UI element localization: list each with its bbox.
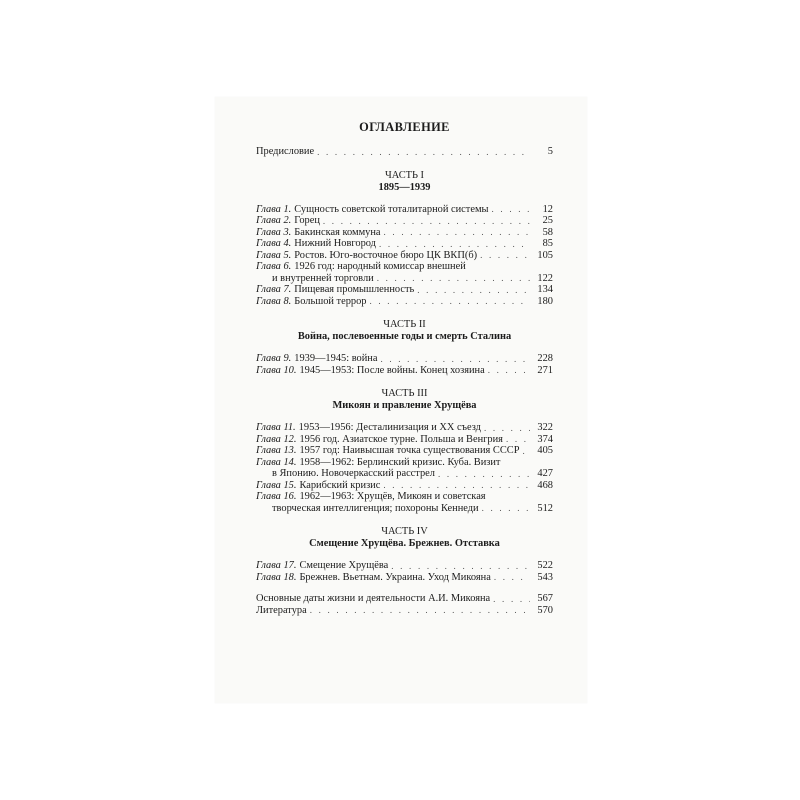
- part-name: Война, послевоенные годы и смерть Сталина: [297, 331, 512, 342]
- chapter-number: Глава 6.: [256, 261, 292, 272]
- dot-leader: [379, 239, 530, 250]
- toc-entry: [256, 491, 553, 503]
- toc-entry: [256, 215, 553, 227]
- page-number: 570: [537, 604, 553, 616]
- entry-title: 1962—1963: Хрущёв, Микоян и советская: [299, 491, 486, 502]
- book-page: [215, 97, 587, 703]
- part-label: ЧАСТЬ IV: [381, 526, 428, 537]
- page-number: 374: [537, 433, 553, 445]
- entry-title: Ростов. Юго-восточное бюро ЦК ВКП(б): [294, 249, 478, 261]
- dot-leader: [377, 273, 530, 284]
- chapter-number: Глава 16.: [256, 491, 297, 502]
- toc-entry: [256, 261, 553, 273]
- table-of-contents: [256, 122, 553, 616]
- part-header: [256, 170, 553, 194]
- dot-leader: [506, 434, 530, 445]
- page-number: 58: [542, 226, 553, 238]
- part-header: [256, 526, 553, 550]
- page-number: 134: [537, 284, 553, 295]
- chapter-number: Глава 4.: [256, 238, 292, 249]
- toc-entry-appendix: [256, 605, 553, 617]
- toc-entry: [256, 273, 553, 285]
- chapter-list: [256, 204, 553, 308]
- part-name: 1895—1939: [378, 181, 431, 193]
- chapter-number: Глава 3.: [256, 226, 292, 238]
- part-header: [256, 319, 553, 343]
- entry-title: Смещение Хрущёва: [299, 560, 389, 571]
- toc-entry: [256, 468, 553, 480]
- appendix-container: [256, 593, 553, 616]
- chapter-number: Глава 5.: [256, 249, 292, 261]
- entry-title: 1945—1953: После войны. Конец хозяина: [299, 364, 485, 376]
- page-number: 25: [542, 215, 553, 226]
- entry-title: 1957 год: Наивысшая точка существования СССР: [299, 445, 520, 456]
- page-number: 85: [542, 238, 553, 249]
- page-number: 512: [537, 502, 553, 514]
- entry-title: творческая интеллигенция; похороны Кеннеди: [272, 502, 479, 514]
- chapter-number: Глава 1.: [256, 203, 292, 215]
- parts-container: [256, 170, 553, 584]
- dot-leader: [438, 469, 530, 480]
- toc-entry: [256, 457, 553, 469]
- page-number: 567: [537, 593, 553, 604]
- page-number: 468: [537, 479, 553, 491]
- page-title: ОГЛАВЛЕНИЕ: [359, 120, 450, 134]
- entry-title: 1939—1945: война: [294, 353, 378, 364]
- toc-entry: [256, 445, 553, 457]
- part-label: ЧАСТЬ II: [383, 319, 426, 330]
- toc-entry-preface: [256, 146, 553, 158]
- part-name: Смещение Хрущёва. Брежнев. Отставка: [309, 538, 500, 549]
- entry-title: Литература: [256, 604, 307, 616]
- entry-title: 1958—1962: Берлинский кризис. Куба. Визит: [299, 456, 501, 468]
- chapter-number: Глава 18.: [256, 571, 297, 583]
- entry-title: Пищевая промышленность: [294, 284, 415, 295]
- toc-entry: [256, 353, 553, 365]
- dot-leader: [480, 250, 530, 261]
- entry-title: Основные даты жизни и деятельности А.И. Микояна: [256, 593, 491, 604]
- page-number: 427: [537, 468, 553, 479]
- chapter-number: Глава 10.: [256, 364, 297, 376]
- part-name: Микоян и правление Хрущёва: [332, 400, 477, 411]
- page-number: 522: [537, 560, 553, 571]
- toc-entry: [256, 560, 553, 572]
- part-header: [256, 388, 553, 412]
- page-number: 322: [537, 422, 553, 433]
- page-number: 271: [537, 364, 553, 376]
- chapter-number: Глава 11.: [256, 422, 296, 433]
- toc-entry-appendix: [256, 593, 553, 605]
- chapter-number: Глава 9.: [256, 353, 292, 364]
- dot-leader: [417, 285, 530, 296]
- page-number: 228: [537, 353, 553, 364]
- entry-title: Карибский кризис: [299, 479, 381, 491]
- entry-title: 1956 год. Азиатское турне. Польша и Венгрия: [299, 433, 503, 445]
- page-number: 122: [537, 272, 553, 284]
- dot-leader: [391, 561, 530, 572]
- entry-title: и внутренней торговли: [272, 272, 374, 284]
- page-number: 5: [547, 146, 553, 157]
- entry-title: 1953—1956: Десталинизация и XX съезд: [298, 422, 481, 433]
- chapter-number: Глава 2.: [256, 215, 292, 226]
- entry-title: 1926 год: народный комиссар внешней: [294, 261, 466, 272]
- dot-leader: [384, 227, 530, 238]
- toc-entry: [256, 296, 553, 308]
- dot-leader: [317, 147, 530, 158]
- page-number: 12: [542, 203, 553, 215]
- chapter-list: [256, 560, 553, 583]
- part-label: ЧАСТЬ I: [384, 169, 425, 181]
- entry-title: в Японию. Новочеркасский расстрел: [272, 468, 435, 479]
- chapter-number: Глава 13.: [256, 445, 297, 456]
- chapter-number: Глава 12.: [256, 433, 297, 445]
- part-label: ЧАСТЬ III: [381, 388, 428, 399]
- entry-title: Сущность советской тоталитарной системы: [294, 203, 489, 215]
- dot-leader: [310, 605, 530, 616]
- page-number: 405: [537, 445, 553, 456]
- dot-leader: [323, 216, 530, 227]
- dot-leader: [380, 354, 530, 365]
- toc-entry: [256, 503, 553, 515]
- toc-entry: [256, 365, 553, 377]
- entry-title: Брежнев. Вьетнам. Украина. Уход Микояна: [299, 571, 491, 583]
- dot-leader: [370, 296, 531, 307]
- chapter-number: Глава 17.: [256, 560, 297, 571]
- dot-leader: [488, 365, 530, 376]
- toc-entry: [256, 250, 553, 262]
- dot-leader: [522, 446, 530, 457]
- toc-entry: [256, 480, 553, 492]
- chapter-number: Глава 7.: [256, 284, 292, 295]
- toc-entry: [256, 227, 553, 239]
- dot-leader: [482, 503, 530, 514]
- toc-entry: [256, 422, 553, 434]
- entry-title: Горец: [294, 215, 320, 226]
- toc-entry: [256, 238, 553, 250]
- entry-title: Бакинская коммуна: [294, 226, 381, 238]
- entry-title: Предисловие: [256, 146, 315, 157]
- dot-leader: [492, 204, 530, 215]
- chapter-list: [256, 353, 553, 376]
- chapter-number: Глава 8.: [256, 295, 292, 307]
- dot-leader: [484, 423, 530, 434]
- chapter-number: Глава 15.: [256, 479, 297, 491]
- page-number: 105: [537, 249, 553, 261]
- dot-leader: [494, 572, 530, 583]
- chapter-number: Глава 14.: [256, 456, 297, 468]
- dot-leader: [493, 594, 530, 605]
- entry-title: Большой террор: [294, 295, 367, 307]
- toc-entry: [256, 204, 553, 216]
- toc-entry: [256, 572, 553, 584]
- chapter-list: [256, 422, 553, 514]
- page-number: 180: [537, 295, 553, 307]
- dot-leader: [383, 480, 530, 491]
- entry-title: Нижний Новгород: [294, 238, 376, 249]
- toc-entry: [256, 434, 553, 446]
- toc-entry: [256, 284, 553, 296]
- page-number: 543: [537, 571, 553, 583]
